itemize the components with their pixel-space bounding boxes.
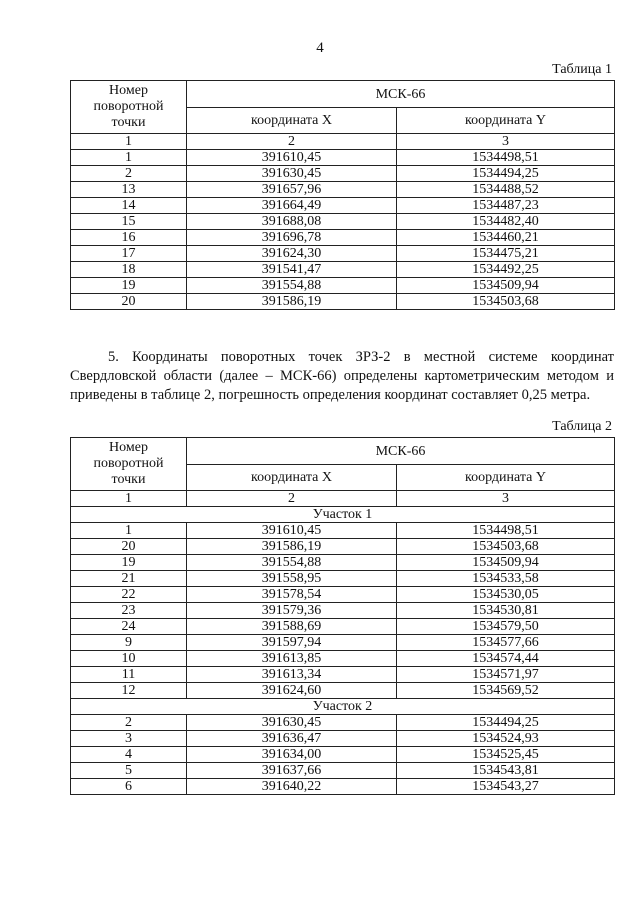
table-row xyxy=(71,278,615,294)
point-number-cell: 2 xyxy=(71,715,187,731)
coordinate-x-cell: 391636,47 xyxy=(187,731,397,747)
table1-caption: Таблица 1 xyxy=(552,62,612,77)
coordinate-y-cell: 1534498,51 xyxy=(397,523,615,539)
page-number: 4 xyxy=(316,40,324,56)
coordinate-y-cell: 1534488,52 xyxy=(397,182,615,198)
coordinate-x-cell: 391610,45 xyxy=(187,523,397,539)
table-row xyxy=(71,683,615,699)
table2 xyxy=(70,437,615,795)
table-row xyxy=(71,619,615,635)
point-number-cell: 14 xyxy=(71,198,187,214)
table-row xyxy=(71,747,615,763)
table-row xyxy=(71,603,615,619)
table2-header-x: координата X xyxy=(187,465,397,491)
table1-header-point: Номер поворотной точки xyxy=(71,81,187,134)
coordinate-x-cell: 391586,19 xyxy=(187,294,397,310)
coordinate-y-cell: 1534509,94 xyxy=(397,278,615,294)
coordinate-x-cell: 391634,00 xyxy=(187,747,397,763)
point-number-cell: 4 xyxy=(71,747,187,763)
table-row xyxy=(71,779,615,795)
point-number-cell: 20 xyxy=(71,539,187,555)
table1-header-system: МСК-66 xyxy=(187,81,615,108)
point-number-cell: 23 xyxy=(71,603,187,619)
table-row xyxy=(71,230,615,246)
coordinate-y-cell: 1534533,58 xyxy=(397,571,615,587)
coordinate-x-cell: 391554,88 xyxy=(187,278,397,294)
point-number-cell: 12 xyxy=(71,683,187,699)
coordinate-x-cell: 391586,19 xyxy=(187,539,397,555)
coordinate-y-cell: 1534530,05 xyxy=(397,587,615,603)
point-number-cell: 9 xyxy=(71,635,187,651)
coordinate-y-cell: 1534475,21 xyxy=(397,246,615,262)
coordinate-x-cell: 391637,66 xyxy=(187,763,397,779)
table2-header-system: МСК-66 xyxy=(187,438,615,465)
table2-caption: Таблица 2 xyxy=(552,419,612,434)
point-number-cell: 1 xyxy=(71,150,187,166)
coordinate-x-cell: 391657,96 xyxy=(187,182,397,198)
paragraph-coordinates-note: 5. Координаты поворотных точек ЗРЗ-2 в местной системе координат Свердловской области (далее – МСК-66) определены картометрическим методом и приведены в таблице 2, погрешность определения координат составляет 0,25 метра. xyxy=(70,349,614,403)
coordinate-y-cell: 1534482,40 xyxy=(397,214,615,230)
point-number-cell: 3 xyxy=(71,731,187,747)
point-number-cell: 18 xyxy=(71,262,187,278)
point-number-cell: 19 xyxy=(71,555,187,571)
coordinate-y-cell: 1534574,44 xyxy=(397,651,615,667)
table-row xyxy=(71,571,615,587)
coordinate-y-cell: 1534492,25 xyxy=(397,262,615,278)
coordinate-y-cell: 1534579,50 xyxy=(397,619,615,635)
coordinate-y-cell: 1534487,23 xyxy=(397,198,615,214)
coordinate-x-cell: 391554,88 xyxy=(187,555,397,571)
table2-header-y: координата Y xyxy=(397,465,615,491)
point-number-cell: 19 xyxy=(71,278,187,294)
table-cell: 3 xyxy=(397,134,615,150)
coordinate-y-cell: 1534530,81 xyxy=(397,603,615,619)
coordinate-y-cell: 1534543,27 xyxy=(397,779,615,795)
table2-index-row xyxy=(71,491,615,507)
coordinate-x-cell: 391541,47 xyxy=(187,262,397,278)
table-row xyxy=(71,539,615,555)
point-number-cell: 22 xyxy=(71,587,187,603)
table-row xyxy=(71,651,615,667)
coordinate-y-cell: 1534571,97 xyxy=(397,667,615,683)
coordinate-x-cell: 391630,45 xyxy=(187,166,397,182)
coordinate-x-cell: 391640,22 xyxy=(187,779,397,795)
table-row xyxy=(71,523,615,539)
table-row xyxy=(71,198,615,214)
coordinate-x-cell: 391579,36 xyxy=(187,603,397,619)
section-title: Участок 2 xyxy=(71,699,615,715)
coordinate-x-cell: 391610,45 xyxy=(187,150,397,166)
point-number-cell: 20 xyxy=(71,294,187,310)
table-row xyxy=(71,715,615,731)
point-number-cell: 13 xyxy=(71,182,187,198)
coordinate-x-cell: 391664,49 xyxy=(187,198,397,214)
table1-header-x: координата X xyxy=(187,108,397,134)
coordinate-y-cell: 1534460,21 xyxy=(397,230,615,246)
coordinate-y-cell: 1534494,25 xyxy=(397,715,615,731)
table-row xyxy=(71,587,615,603)
coordinate-x-cell: 391597,94 xyxy=(187,635,397,651)
table-cell: 3 xyxy=(397,491,615,507)
section-row xyxy=(71,507,615,523)
coordinate-y-cell: 1534569,52 xyxy=(397,683,615,699)
coordinate-x-cell: 391688,08 xyxy=(187,214,397,230)
section-row xyxy=(71,699,615,715)
coordinate-x-cell: 391624,60 xyxy=(187,683,397,699)
coordinate-y-cell: 1534498,51 xyxy=(397,150,615,166)
coordinate-y-cell: 1534509,94 xyxy=(397,555,615,571)
table2-header-point: Номер поворотной точки xyxy=(71,438,187,491)
table-row xyxy=(71,294,615,310)
table-row xyxy=(71,731,615,747)
coordinate-x-cell: 391558,95 xyxy=(187,571,397,587)
table-row xyxy=(71,262,615,278)
coordinate-y-cell: 1534524,93 xyxy=(397,731,615,747)
coordinate-y-cell: 1534494,25 xyxy=(397,166,615,182)
table-cell: 2 xyxy=(187,134,397,150)
point-number-cell: 6 xyxy=(71,779,187,795)
table-cell: 2 xyxy=(187,491,397,507)
point-number-cell: 21 xyxy=(71,571,187,587)
table1 xyxy=(70,80,615,310)
point-number-cell: 2 xyxy=(71,166,187,182)
coordinate-y-cell: 1534503,68 xyxy=(397,539,615,555)
point-number-cell: 1 xyxy=(71,523,187,539)
section-title: Участок 1 xyxy=(71,507,615,523)
coordinate-x-cell: 391624,30 xyxy=(187,246,397,262)
coordinate-x-cell: 391613,85 xyxy=(187,651,397,667)
point-number-cell: 15 xyxy=(71,214,187,230)
table-row xyxy=(71,635,615,651)
table1-header-y: координата Y xyxy=(397,108,615,134)
table1-index-row xyxy=(71,134,615,150)
table-row xyxy=(71,555,615,571)
table-row xyxy=(71,246,615,262)
point-number-cell: 5 xyxy=(71,763,187,779)
coordinate-x-cell: 391696,78 xyxy=(187,230,397,246)
coordinate-y-cell: 1534543,81 xyxy=(397,763,615,779)
coordinate-x-cell: 391588,69 xyxy=(187,619,397,635)
table-cell: 1 xyxy=(71,134,187,150)
coordinate-y-cell: 1534577,66 xyxy=(397,635,615,651)
point-number-cell: 17 xyxy=(71,246,187,262)
coordinate-x-cell: 391578,54 xyxy=(187,587,397,603)
table-row xyxy=(71,150,615,166)
coordinate-y-cell: 1534525,45 xyxy=(397,747,615,763)
point-number-cell: 11 xyxy=(71,667,187,683)
table-row xyxy=(71,214,615,230)
coordinate-x-cell: 391613,34 xyxy=(187,667,397,683)
table-row xyxy=(71,667,615,683)
point-number-cell: 10 xyxy=(71,651,187,667)
table-cell: 1 xyxy=(71,491,187,507)
point-number-cell: 24 xyxy=(71,619,187,635)
table-row xyxy=(71,166,615,182)
point-number-cell: 16 xyxy=(71,230,187,246)
table-row xyxy=(71,763,615,779)
coordinate-y-cell: 1534503,68 xyxy=(397,294,615,310)
coordinate-x-cell: 391630,45 xyxy=(187,715,397,731)
table-row xyxy=(71,182,615,198)
